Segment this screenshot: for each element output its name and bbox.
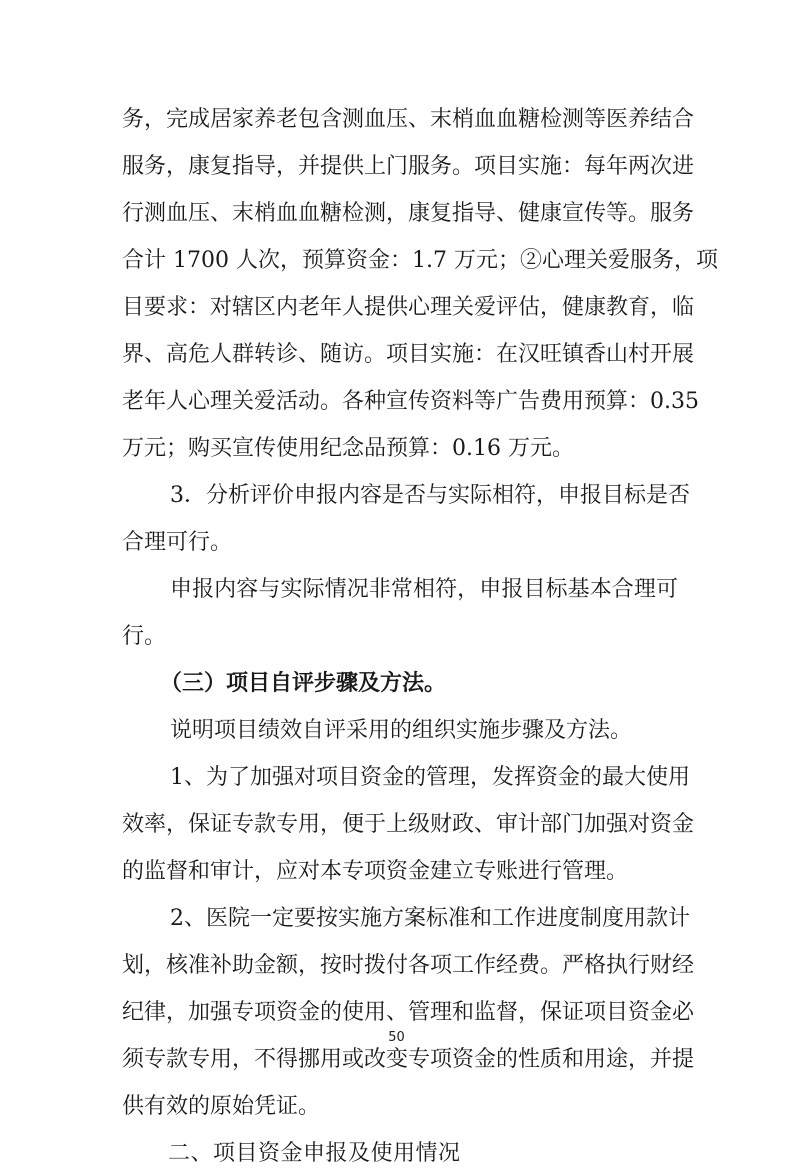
text-line: 申报内容与实际情况非常相符，申报目标基本合理可	[170, 577, 678, 602]
text-line: 须专款专用，不得挪用或改变专项资金的性质和用途，并提	[122, 1047, 695, 1072]
text-line: 3．分析评价申报内容是否与实际相符，申报目标是否	[170, 483, 690, 508]
text-line: 供有效的原始凭证。	[122, 1094, 321, 1119]
text-line: 行测血压、末梢血血糖检测，康复指导、健康宣传等。服务	[122, 201, 695, 226]
text-line: 服务，康复指导，并提供上门服务。项目实施：每年两次进	[122, 154, 695, 179]
page-number: 50	[388, 1030, 405, 1045]
text-line: 2、医院一定要按实施方案标准和工作进度制度用款计	[170, 906, 690, 931]
text-line: 合计 1700 人次，预算资金：1.7 万元；②心理关爱服务，项	[122, 248, 718, 273]
text-line: 老年人心理关爱活动。各种宣传资料等广告费用预算：0.35	[122, 389, 699, 414]
main-heading: 二、项目资金申报及使用情况	[168, 1141, 461, 1166]
text-line: 效率，保证专款专用，便于上级财政、审计部门加强对资金	[122, 812, 695, 837]
text-line: 纪律，加强专项资金的使用、管理和监督，保证项目资金必	[122, 1000, 695, 1025]
text-line: 行。	[122, 624, 167, 649]
text-line: 万元；购买宣传使用纪念品预算：0.16 万元。	[122, 436, 574, 461]
text-line: 务，完成居家养老包含测血压、末梢血血糖检测等医养结合	[122, 107, 695, 132]
section-heading: （三）项目自评步骤及方法。	[160, 671, 447, 696]
text-line: 划，核准补助金额，按时拨付各项工作经费。严格执行财经	[122, 953, 695, 978]
text-line: 目要求：对辖区内老年人提供心理关爱评估，健康教育，临	[122, 295, 695, 320]
text-line: 合理可行。	[122, 530, 233, 555]
text-line: 1、为了加强对项目资金的管理，发挥资金的最大使用	[170, 765, 690, 790]
text-line: 的监督和审计，应对本专项资金建立专账进行管理。	[122, 859, 629, 884]
text-line: 说明项目绩效自评采用的组织实施步骤及方法。	[170, 718, 633, 743]
text-line: 界、高危人群转诊、随访。项目实施：在汉旺镇香山村开展	[122, 342, 695, 367]
